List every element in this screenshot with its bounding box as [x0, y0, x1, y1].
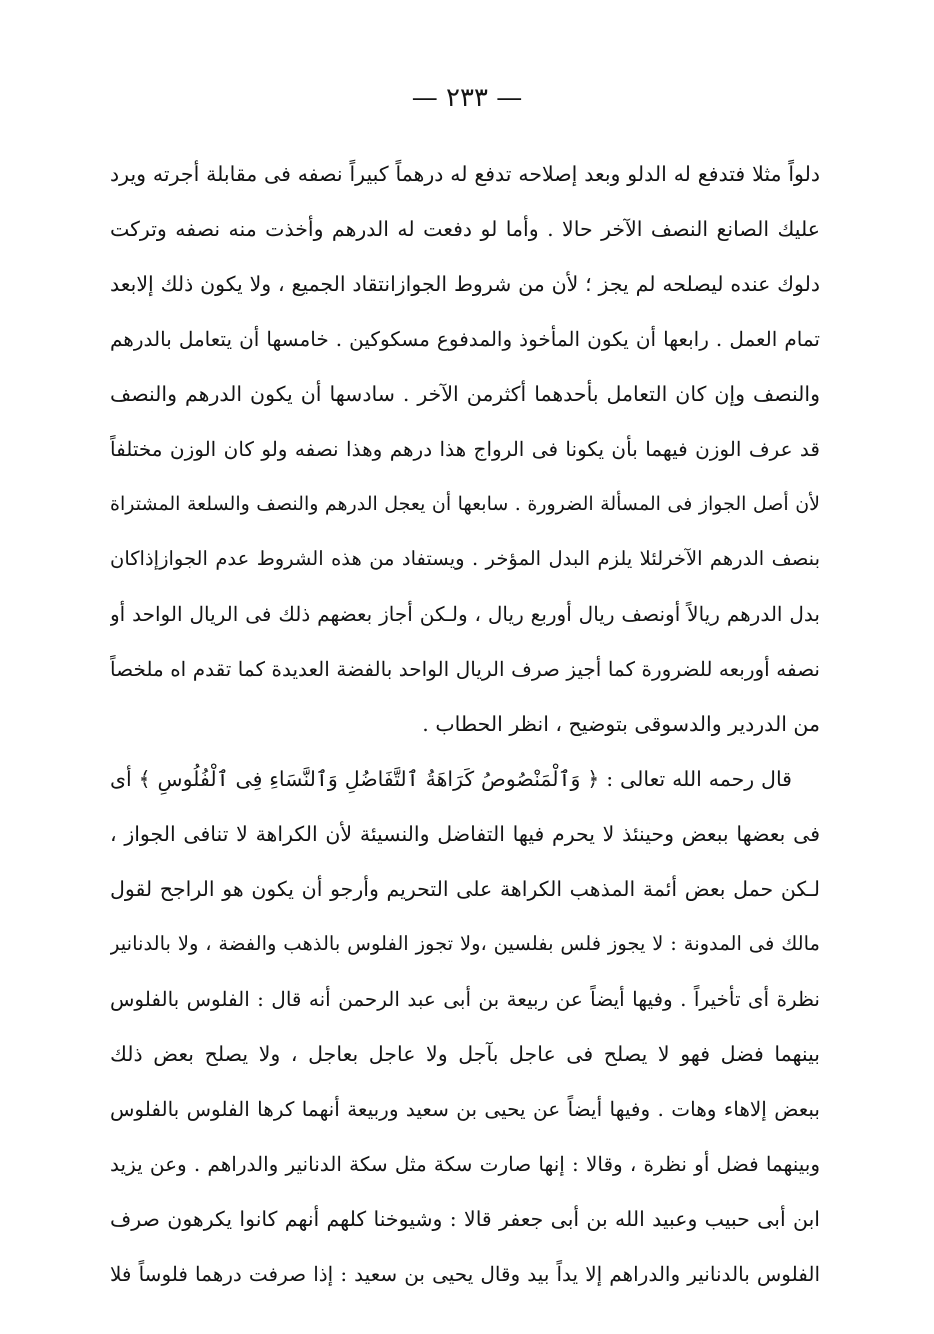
text-line: لأن أصل الجواز فى المسألة الضرورة . سابعها أن يعجل الدرهم والنصف والسلعة المشتراة [110, 493, 820, 515]
text-line: قد عرف الوزن فيهما بأن يكونا فى الرواج هذا درهم وهذا نصفه ولو كان الوزن مختلفاً [110, 437, 820, 461]
text-line: مالك فى المدونة : لا يجوز فلس بفلسين ،ولا تجوز الفلوس بالذهب والفضة ، ولا بالدنانير [110, 932, 820, 955]
text-line: دلواً مثلا فتدفع له الدلو وبعد إصلاحه تدفع له درهماً كبيراً نصفه فى مقابلة أجرته ويرد [110, 162, 820, 186]
text-line: فى بعضها ببعض وحينئذ لا يحرم فيها التفاضل والنسيئة لأن الكراهة لا تنافى الجواز ، [110, 822, 820, 846]
text-line: تمام العمل . رابعها أن يكون المأخوذ والمدفوع مسكوكين . خامسها أن يتعامل بالدرهم [110, 327, 820, 351]
text-line: وبينهما فضل أو نظرة ، وقالا : إنها صارت سكة مثل سكة الدنانير والدراهم . وعن يزيد [110, 1152, 820, 1176]
text-line: نظرة أى تأخيراً . وفيها أيضاً عن ربيعة بن أبى عبد الرحمن أنه قال : الفلوس بالفلوس [110, 987, 820, 1011]
text-line: والنصف وإن كان التعامل بأحدهما أكثرمن الآخر . سادسها أن يكون الدرهم والنصف [110, 382, 820, 406]
text-line: نصفه أوربعه للضرورة كما أجيز صرف الريال الواحد بالفضة العديدة كما تقدم اه ملخصاً [110, 657, 820, 681]
body-text [110, 148, 820, 1303]
page-number: — ٢٣٣ — [411, 83, 523, 113]
text-line: لـكن حمل بعض أئمة المذهب الكراهة على التحريم وأرجو أن يكون هو الراجح لقول [110, 877, 820, 901]
text-line: الفلوس بالدنانير والدراهم إلا يداً بيد وقال يحيى بن سعيد : إذا صرفت درهما فلوساً فلا [110, 1262, 820, 1286]
text-line: بنصف الدرهم الآخرلئلا يلزم البدل المؤخر . ويستفاد من هذه الشروط عدم الجوازإذاكان [110, 547, 820, 570]
text-line: ببعض إلاهاء وهات . وفيها أيضاً عن يحيى بن سعيد وربيعة أنهما كرها الفلوس بالفلوس [110, 1097, 820, 1121]
text-line: بينهما فضل فهو لا يصلح فى عاجل بآجل ولا عاجل بعاجل ، ولا يصلح بعض ذلك [110, 1042, 820, 1066]
paragraph-end-line: من الدردير والدسوقى بتوضيح ، انظر الحطاب . [422, 712, 820, 736]
quoted-text-line: قال رحمه الله تعالى : ﴿ وَٱلْمَنْصُوصُ كَرَاهَةُ ٱلتَّفَاضُلِ وَٱلنَّسَاءِ فِى ٱلْفُلُوسِ ﴾ أى [110, 767, 792, 791]
text-line: عليك الصانع النصف الآخر حالا . وأما لو دفعت له الدرهم وأخذت منه نصفه وتركت [110, 217, 820, 241]
text-line: دلوك عنده ليصلحه لم يجز ؛ لأن من شروط الجوازانتقاد الجميع ، ولا يكون ذلك إلابعد [110, 272, 820, 296]
text-line: بدل الدرهم ريالاً أونصف ريال أوربع ريال ، ولـكن أجاز بعضهم ذلك فى الريال الواحد أو [110, 602, 820, 626]
text-line: ابن أبى حبيب وعبيد الله بن أبى جعفر قالا : وشيوخنا كلهم أنهم كانوا يكرهون صرف [110, 1207, 820, 1231]
